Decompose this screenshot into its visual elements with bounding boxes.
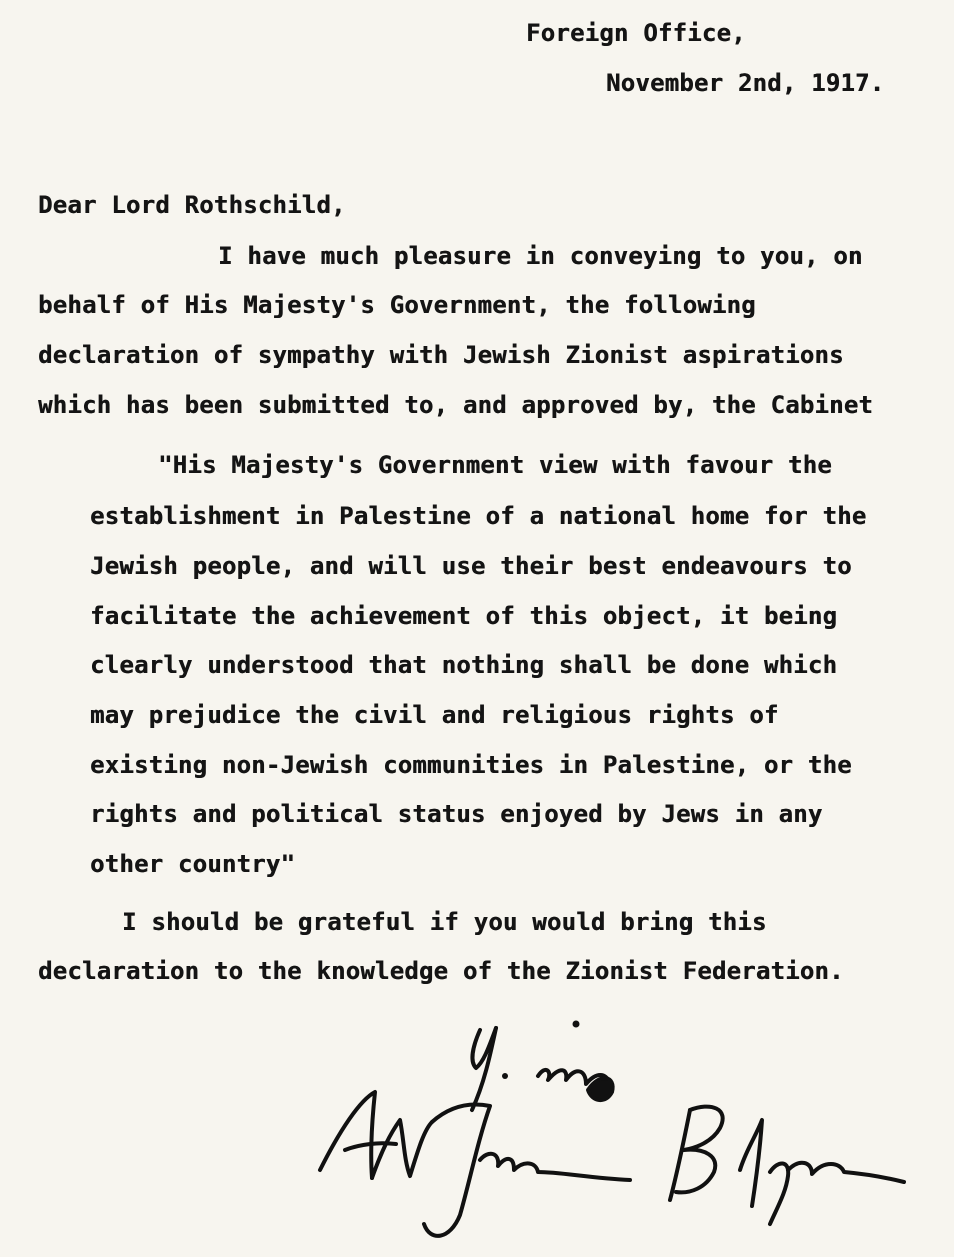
declaration-line: other country" <box>90 850 296 878</box>
closing-line: I should be grateful if you would bring this <box>122 908 767 936</box>
declaration-line: "His Majesty's Government view with favour the <box>158 451 832 479</box>
intro-line: I have much pleasure in conveying to you, on <box>218 242 863 270</box>
letter-date: November 2nd, 1917. <box>606 69 885 97</box>
declaration-line: Jewish people, and will use their best endeavours to <box>90 552 852 580</box>
salutation: Dear Lord Rothschild, <box>38 191 346 219</box>
declaration-line: establishment in Palestine of a national home for the <box>90 502 867 530</box>
declaration-line: may prejudice the civil and religious rights of <box>90 701 779 729</box>
intro-line: behalf of His Majesty's Government, the following <box>38 291 756 319</box>
intro-line: declaration of sympathy with Jewish Zionist aspirations <box>38 341 844 369</box>
intro-line: which has been submitted to, and approved by, the Cabinet <box>38 391 874 419</box>
declaration-line: clearly understood that nothing shall be done which <box>90 651 838 679</box>
declaration-line: existing non-Jewish communities in Palestine, or the <box>90 751 852 779</box>
closing-line: declaration to the knowledge of the Zionist Federation. <box>38 957 844 985</box>
handwritten-signature <box>300 1010 920 1250</box>
declaration-line: rights and political status enjoyed by Jews in any <box>90 800 823 828</box>
declaration-line: facilitate the achievement of this object, it being <box>90 602 838 630</box>
letterhead-office: Foreign Office, <box>526 19 746 47</box>
